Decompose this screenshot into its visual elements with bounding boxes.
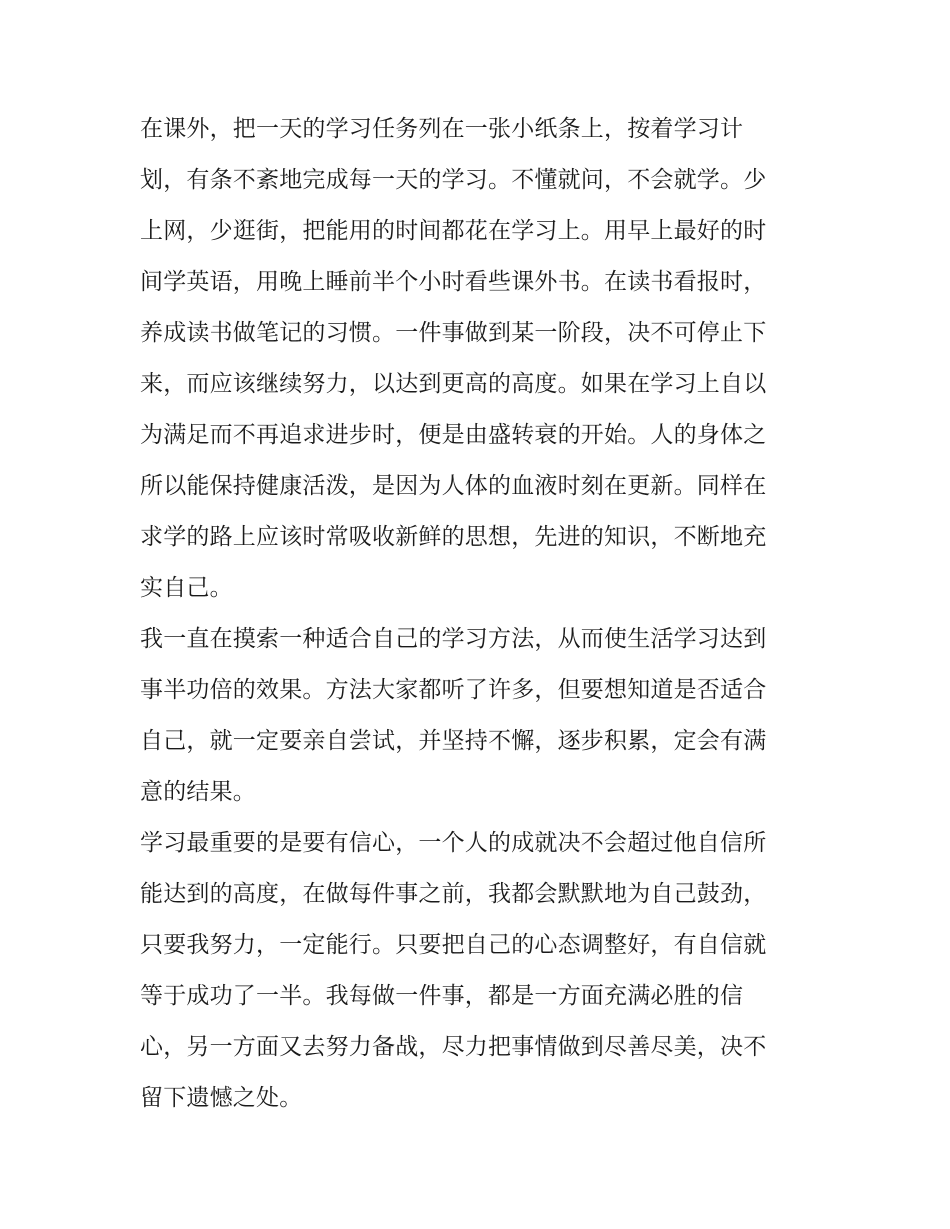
text-line: 我一直在摸索一种适合自己的学习方法，从而使生活学习达到 xyxy=(140,626,767,652)
text-line: 只要我努力，一定能行。只要把自己的心态调整好，有自信就 xyxy=(140,932,767,958)
text-line: 实自己。 xyxy=(140,575,233,601)
text-line: 间学英语，用晚上睡前半个小时看些课外书。在读书看报时， xyxy=(140,269,767,295)
text-line: 养成读书做笔记的习惯。一件事做到某一阶段，决不可停止下 xyxy=(140,320,767,346)
document-body xyxy=(140,104,812,1124)
text-line: 心，另一方面又去努力备战，尽力把事情做到尽善尽美，决不 xyxy=(140,1034,767,1060)
text-line: 求学的路上应该时常吸收新鲜的思想，先进的知识，不断地充 xyxy=(140,524,767,550)
text-line: 学习最重要的是要有信心，一个人的成就决不会超过他自信所 xyxy=(140,830,767,856)
text-line: 等于成功了一半。我每做一件事，都是一方面充满必胜的信 xyxy=(140,983,744,1009)
paragraph-confidence xyxy=(140,818,812,1124)
paragraph-study-plan xyxy=(140,104,812,614)
text-line: 意的结果。 xyxy=(140,779,256,805)
text-line: 上网，少逛街，把能用的时间都花在学习上。用早上最好的时 xyxy=(140,218,767,244)
paragraph-study-method xyxy=(140,614,812,818)
text-line: 来，而应该继续努力，以达到更高的高度。如果在学习上自以 xyxy=(140,371,767,397)
text-line: 能达到的高度，在做每件事之前，我都会默默地为自己鼓劲， xyxy=(140,881,767,907)
text-line: 为满足而不再追求进步时，便是由盛转衰的开始。人的身体之 xyxy=(140,422,767,448)
text-line: 事半功倍的效果。方法大家都听了许多，但要想知道是否适合 xyxy=(140,677,767,703)
text-line: 所以能保持健康活泼，是因为人体的血液时刻在更新。同样在 xyxy=(140,473,767,499)
text-line: 划，有条不紊地完成每一天的学习。不懂就问，不会就学。少 xyxy=(140,167,767,193)
text-line: 在课外，把一天的学习任务列在一张小纸条上，按着学习计 xyxy=(140,116,744,142)
text-line: 留下遗憾之处。 xyxy=(140,1085,303,1111)
text-line: 自己，就一定要亲自尝试，并坚持不懈，逐步积累，定会有满 xyxy=(140,728,767,754)
